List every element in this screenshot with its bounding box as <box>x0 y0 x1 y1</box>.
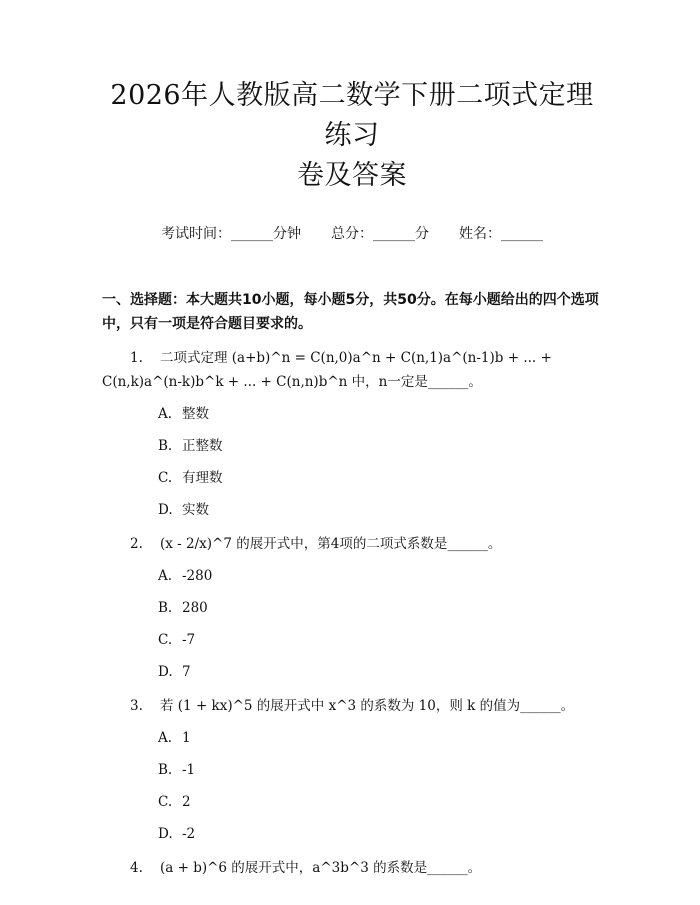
question-2-options <box>102 564 602 684</box>
option-d: D. -2 <box>158 826 196 842</box>
question-text: (a + b)^6 的展开式中，a^3b^3 的系数是______。 <box>160 860 482 876</box>
option-a: A. 1 <box>158 730 191 746</box>
option-c: C. 2 <box>158 794 191 810</box>
option-a: A. 整数 <box>158 406 209 422</box>
student-name-field: 姓名：______ <box>459 226 543 242</box>
exam-meta <box>102 224 602 244</box>
question-text: 若 (1 + kx)^5 的展开式中 x^3 的系数为 10，则 k 的值为______。 <box>160 698 575 714</box>
title-line-1: 2026年人教版高二数学下册二项式定理练习 <box>110 80 594 151</box>
option-c: C. 有理数 <box>158 470 223 486</box>
total-score-field: 总分：______分 <box>331 226 429 242</box>
question-2 <box>102 532 602 556</box>
question-1-options <box>102 402 602 522</box>
question-3-options <box>102 726 602 846</box>
option-d: D. 7 <box>158 664 191 680</box>
question-1 <box>102 346 602 394</box>
question-number: 4. <box>130 860 143 876</box>
option-b: B. 正整数 <box>158 438 223 454</box>
question-number: 2. <box>130 536 143 552</box>
question-number: 3. <box>130 698 143 714</box>
question-text: 二项式定理 (a+b)^n = C(n,0)a^n + C(n,1)a^(n-1)b + ... + C(n,k)a^(n-k)b^k + ... + C(n,n)b^n 中，n一定是______。 <box>102 350 552 390</box>
exam-title <box>102 0 602 196</box>
question-3 <box>102 694 602 718</box>
option-d: D. 实数 <box>158 502 209 518</box>
option-b: B. 280 <box>158 600 208 616</box>
section-heading: 一、选择题：本大题共10小题，每小题5分，共50分。在每小题给出的四个选项中，只有一项是符合题目要求的。 <box>102 292 599 332</box>
title-line-2: 卷及答案 <box>297 160 407 191</box>
question-4 <box>102 856 602 880</box>
question-text: (x - 2/x)^7 的展开式中，第4项的二项式系数是______。 <box>160 536 502 552</box>
option-b: B. -1 <box>158 762 196 778</box>
exam-time-field: 考试时间：______分钟 <box>161 226 301 242</box>
question-number: 1. <box>130 350 143 366</box>
option-a: A. -280 <box>158 568 213 584</box>
option-c: C. -7 <box>158 632 196 648</box>
